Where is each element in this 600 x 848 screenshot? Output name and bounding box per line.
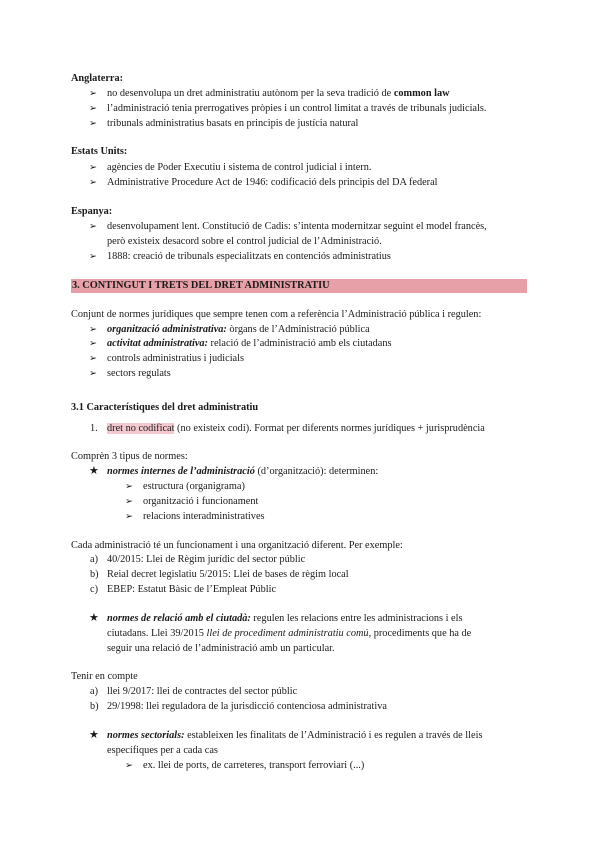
list-letter: c): [90, 584, 98, 595]
arrow-bullet-icon: ➢: [89, 177, 97, 188]
paragraph: Tenir en compte: [71, 671, 138, 682]
arrow-bullet-icon: ➢: [89, 221, 97, 232]
section-title: 3. CONTINGUT I TRETS DEL DRET ADMINISTRATIU: [72, 280, 330, 291]
list-item: normes internes de l’administració (d’organització): determinen:: [107, 466, 379, 477]
list-item: 29/1998: llei reguladora de la jurisdicció contenciosa administrativa: [107, 701, 387, 712]
heading-estats-units: Estats Units:: [71, 146, 128, 157]
list-letter: b): [90, 569, 99, 580]
arrow-bullet-icon: ➢: [89, 251, 97, 262]
list-item: l’administració tenia prerrogatives pròpies i un control limitat a través de tribunals judicials.: [107, 103, 487, 114]
list-item: 40/2015: Llei de Règim jurídic del sector públic: [107, 554, 306, 565]
list-item-continuation: específiques per a cada cas: [107, 745, 218, 756]
list-item: Reial decret legislatiu 5/2015: Llei de bases de règim local: [107, 569, 349, 580]
heading-espanya: Espanya:: [71, 206, 113, 217]
list-item: sectors regulats: [107, 368, 171, 379]
list-item: agències de Poder Executiu i sistema de control judicial i intern.: [107, 162, 372, 173]
list-item: desenvolupament lent. Constitució de Cadis: s’intenta modernitzar seguint el model francès,: [107, 221, 487, 232]
list-item: llei 9/2017: llei de contractes del sector públic: [107, 686, 298, 697]
section-intro: Conjunt de normes jurídiques que sempre tenen com a referència l’Administració pública i regulen:: [71, 309, 482, 320]
list-item: normes de relació amb el ciutadà: regulen les relacions entre les administracions i els: [107, 613, 463, 624]
list-item: Administrative Procedure Act de 1946: codificació dels principis del DA federal: [107, 177, 438, 188]
list-item: ex. llei de ports, de carreteres, transport ferroviari (...): [143, 760, 365, 771]
arrow-bullet-icon: ➢: [89, 103, 97, 114]
heading-anglaterra: Anglaterra:: [71, 73, 124, 84]
arrow-bullet-icon: ➢: [89, 368, 97, 379]
list-item: activitat administrativa: relació de l’administració amb els ciutadans: [107, 338, 392, 349]
list-number: 1.: [90, 423, 98, 434]
arrow-bullet-icon: ➢: [125, 760, 133, 771]
arrow-bullet-icon: ➢: [89, 118, 97, 129]
arrow-bullet-icon: ➢: [89, 324, 97, 335]
list-letter: b): [90, 701, 99, 712]
arrow-bullet-icon: ➢: [89, 88, 97, 99]
list-letter: a): [90, 554, 98, 565]
arrow-bullet-icon: ➢: [89, 338, 97, 349]
arrow-bullet-icon: ➢: [125, 511, 133, 522]
list-item: controls administratius i judicials: [107, 353, 244, 364]
list-item-continuation: però existeix desacord sobre el control judicial de l’Administració.: [107, 236, 382, 247]
star-bullet-icon: ★: [89, 611, 99, 624]
list-item: dret no codificat (no existeix codi). Format per diferents normes jurídiques + jurisprudència: [107, 423, 485, 434]
list-item: estructura (organigrama): [143, 481, 245, 492]
star-bullet-icon: ★: [89, 464, 99, 477]
subsection-title: 3.1 Característiques del dret administratiu: [71, 402, 259, 413]
paragraph: Cada administració té un funcionament i una organització diferent. Per exemple:: [71, 540, 403, 551]
arrow-bullet-icon: ➢: [89, 353, 97, 364]
list-item: 1888: creació de tribunals especialitzats en contenciós administratius: [107, 251, 391, 262]
arrow-bullet-icon: ➢: [125, 481, 133, 492]
arrow-bullet-icon: ➢: [89, 162, 97, 173]
paragraph: Comprèn 3 tipus de normes:: [71, 451, 188, 462]
list-item-continuation: seguir una relació de l’administració amb un particular.: [107, 643, 335, 654]
list-item: relacions interadministratives: [143, 511, 265, 522]
star-bullet-icon: ★: [89, 728, 99, 741]
list-item: no desenvolupa un dret administratiu autònom per la seva tradició de common law: [107, 88, 450, 99]
list-item: normes sectorials: estableixen les finalitats de l’Administració i es regulen a través de lleis: [107, 730, 483, 741]
list-item-continuation: ciutadans. Llei 39/2015 llei de procediment administratiu comú, procediments que ha de: [107, 628, 472, 639]
list-item: tribunals administratius basats en principis de justícia natural: [107, 118, 359, 129]
arrow-bullet-icon: ➢: [125, 496, 133, 507]
list-item: organització i funcionament: [143, 496, 259, 507]
list-item: EBEP: Estatut Bàsic de l’Empleat Públic: [107, 584, 277, 595]
list-item: organització administrativa: òrgans de l’Administració pública: [107, 324, 370, 335]
list-letter: a): [90, 686, 98, 697]
highlighted-text: dret no codificat: [107, 423, 175, 434]
